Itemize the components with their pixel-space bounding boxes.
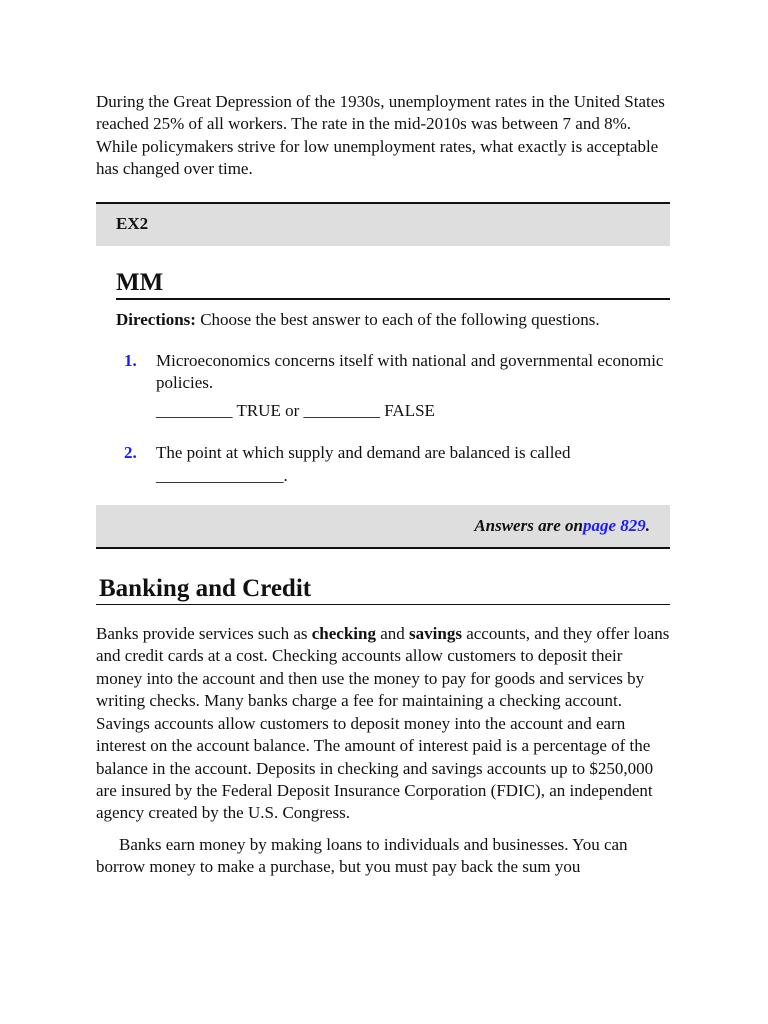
question-list (116, 350, 670, 487)
banking-text: Banks provide services such as (96, 624, 312, 644)
directions-label: Directions: (116, 309, 196, 329)
savings-term: savings (409, 624, 462, 644)
answers-page-link[interactable]: page 829 (582, 515, 646, 535)
question-body (156, 442, 670, 487)
answers-suffix: . (645, 515, 650, 535)
directions (116, 309, 670, 331)
answers-prefix: Answers are on (474, 515, 583, 535)
page-content (96, 91, 670, 879)
question-number: 2. (124, 443, 137, 463)
exercise-title: MM (116, 268, 670, 300)
banking-paragraph-1 (96, 623, 670, 825)
directions-text: Choose the best answer to each of the following questions. (195, 309, 600, 329)
banking-text: accounts, and they offer loans and credit cards at a cost. Checking accounts allow customers to deposit their money into the account and then use the money to pay for goods and services by writing checks. Many banks charge a fee for maintaining a checking account. Savings accounts allow customers to deposit money into the account and earn interest on the account balance. The amount of interest paid is a percentage of the balance in the account. Deposits in checking and savings accounts up to $250,000 are insured by the Federal Deposit Insurance Corporation (FDIC), an independent agency created by the U.S. Congress. (96, 624, 670, 823)
question-text[interactable]: The point at which supply and demand are balanced is called _______________. (156, 443, 571, 485)
answers-footer (96, 505, 670, 549)
banking-text: and (376, 624, 410, 644)
question-item (116, 442, 670, 487)
checking-term: checking (311, 624, 376, 644)
question-item (116, 350, 670, 422)
exercise-header (96, 202, 670, 246)
question-body (156, 350, 670, 422)
banking-title: Banking and Credit (96, 574, 670, 605)
exercise-label: EX2 (116, 214, 149, 234)
exercise-body (96, 268, 670, 879)
question-number: 1. (124, 351, 137, 371)
banking-paragraph-2: Banks earn money by making loans to individuals and businesses. You can borrow money to make a purchase, but you must pay back the sum you (96, 834, 628, 877)
intro-paragraph: During the Great Depression of the 1930s, unemployment rates in the United States reached 25% of all workers. The rate in the mid-2010s was between 7 and 8%. While policymakers strive for low unemployment rates, what exactly is acceptable has changed over time. (96, 92, 665, 179)
question-text: Microeconomics concerns itself with national and governmental economic policies. (156, 351, 664, 393)
true-false-answer-line[interactable]: _________ TRUE or _________ FALSE (156, 400, 435, 420)
